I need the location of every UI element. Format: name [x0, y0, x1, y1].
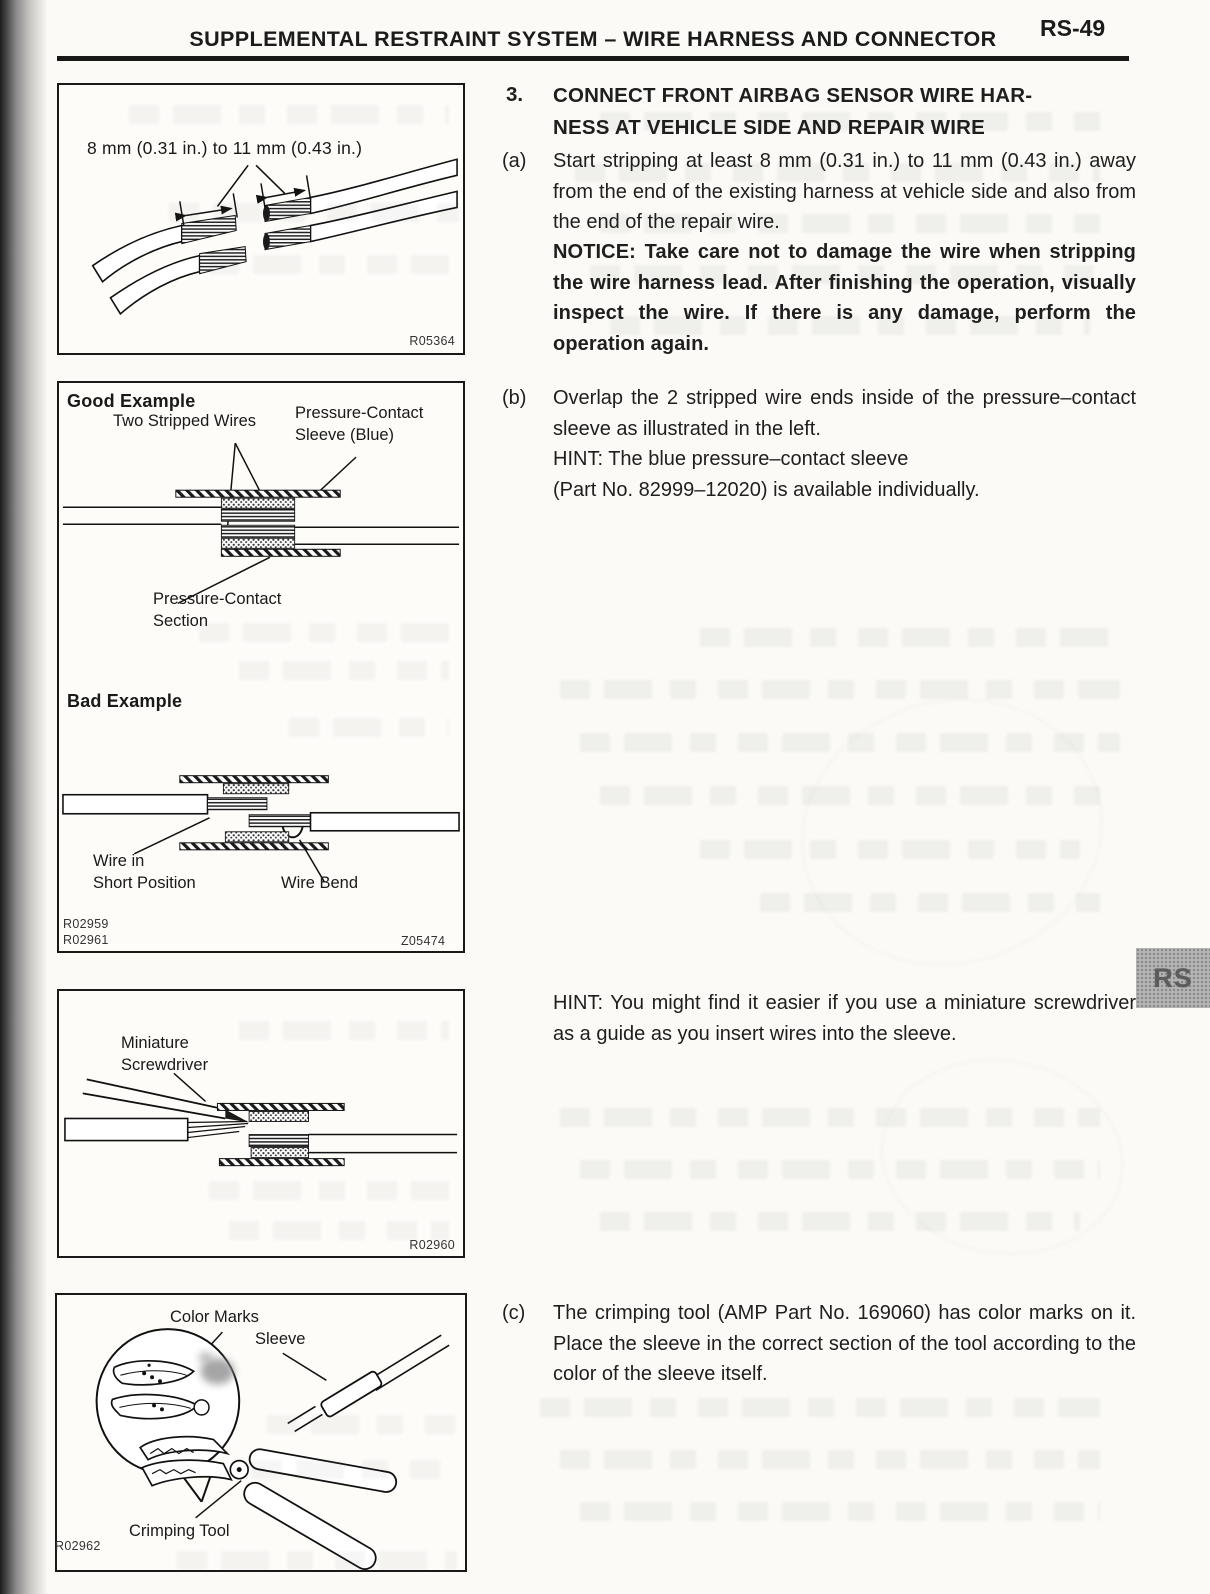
step3-heading	[500, 80, 1136, 144]
two-stripped-wires-label: Two Stripped Wires	[113, 412, 257, 430]
section-tab	[1136, 948, 1210, 1008]
hint-text-line1: HINT: The blue pressure–contact sleeve	[553, 448, 909, 470]
figure-crimping-tool	[55, 1293, 467, 1572]
ghost-text	[177, 1551, 457, 1570]
dimension-label: 8 mm (0.31 in.) to 11 mm (0.43 in.)	[87, 138, 363, 158]
step3b-paragraph	[500, 383, 1136, 505]
ghost-text	[252, 1460, 452, 1479]
step3c-paragraph	[500, 1298, 1136, 1390]
hint-text: HINT: You might find it easier if you use a miniature screwdriver as a guide as you insert wires into the sleeve.	[553, 992, 1136, 1045]
figure-code: R02959	[63, 917, 109, 931]
wire-short-label-line2: Short Position	[93, 874, 196, 892]
ghost-text	[129, 105, 449, 124]
notice-text: NOTICE: Take care not to damage the wire when stripping the wire harness lead. After finishing the operation, visually inspect the wire. If there is any damage, perform the operation again.	[553, 241, 1136, 355]
wire-bend-label: Wire Bend	[281, 874, 359, 892]
figure-code: R02962	[55, 1539, 101, 1553]
ghost-text	[700, 628, 1120, 647]
hint-text-line2: (Part No. 82999–12020) is available individually.	[553, 478, 980, 501]
ghost-text	[239, 1021, 449, 1040]
ghost-text	[199, 623, 449, 642]
page-number: RS-49	[1040, 15, 1106, 41]
figure-good-bad-example	[57, 381, 465, 953]
substep-text: Start stripping at least 8 mm (0.31 in.) to 11 mm (0.43 in.) away from the end of the existing harness at vehicle side and also from the end of the repair wire.	[553, 150, 1136, 233]
step-number: 3.	[506, 83, 524, 106]
sleeve-label-line1: Pressure-Contact	[295, 404, 424, 422]
ghost-drawing	[771, 665, 1133, 999]
ghost-text	[169, 203, 459, 222]
substep-text: The crimping tool (AMP Part No. 169060) has color marks on it. Place the sleeve in the correct section of the tool according to the color of the sleeve itself.	[553, 1302, 1136, 1385]
step3a-paragraph	[500, 146, 1136, 238]
wire-short-label-line1: Wire in	[93, 852, 145, 870]
header-rule	[57, 56, 1129, 61]
ghost-drawing	[865, 1040, 1139, 1273]
figure-stripping-length	[57, 83, 465, 355]
substep-text: Overlap the 2 stripped wire ends inside of the pressure–contact sleeve as illustrated in the left.	[553, 387, 1136, 440]
ghost-text	[209, 1181, 449, 1200]
bad-example-title: Bad Example	[67, 691, 183, 711]
ghost-text	[209, 255, 449, 274]
figure-code: R05364	[409, 334, 455, 348]
crimping-tool-label: Crimping Tool	[129, 1522, 230, 1540]
ghost-text	[560, 1450, 1100, 1469]
figure-code: R02961	[63, 933, 109, 947]
substep-label: (c)	[502, 1302, 526, 1324]
step3-heading-line1: CONNECT FRONT AIRBAG SENSOR WIRE HAR-	[553, 84, 1033, 107]
figure-code: Z05474	[401, 934, 446, 948]
hint-paragraph	[500, 988, 1136, 1049]
ghost-text	[540, 1398, 1100, 1417]
miniature-screwdriver-label-line2: Screwdriver	[121, 1056, 209, 1074]
figure-code: R02960	[409, 1238, 455, 1252]
miniature-screwdriver-label-line1: Miniature	[121, 1034, 189, 1052]
ghost-text	[239, 661, 449, 680]
binding-shadow	[0, 0, 48, 1594]
ghost-text	[580, 1502, 1100, 1521]
color-marks-label: Color Marks	[170, 1308, 259, 1326]
section-tab-label: RS	[1153, 962, 1193, 993]
ghost-text	[289, 718, 449, 737]
ghost-text	[560, 680, 1120, 699]
sleeve-label-line2: Sleeve (Blue)	[295, 426, 395, 444]
contact-section-label-line2: Section	[153, 612, 209, 630]
contact-section-label-line1: Pressure-Contact	[153, 590, 282, 608]
step3-heading-line2: NESS AT VEHICLE SIDE AND REPAIR WIRE	[553, 116, 986, 139]
step3a-notice	[500, 237, 1136, 359]
ghost-text	[267, 1415, 457, 1434]
substep-label: (a)	[502, 150, 527, 172]
page-title: SUPPLEMENTAL RESTRAINT SYSTEM – WIRE HARNESS AND CONNECTOR	[189, 27, 997, 51]
figure-miniature-screwdriver	[57, 989, 465, 1258]
substep-label: (b)	[502, 387, 527, 409]
sleeve-label: Sleeve	[255, 1330, 306, 1348]
good-example-title: Good Example	[67, 391, 196, 411]
